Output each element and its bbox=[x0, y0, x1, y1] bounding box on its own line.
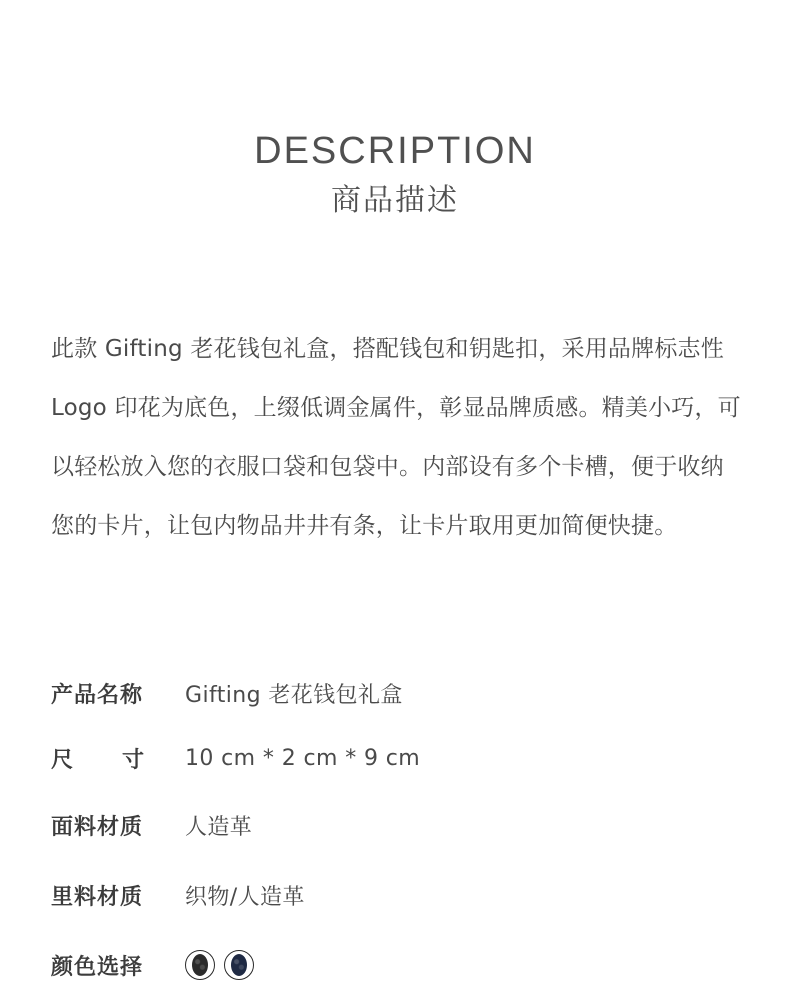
spec-label-size-part-1: 尺 bbox=[51, 747, 75, 773]
color-swatches bbox=[185, 950, 254, 980]
spec-row-outer-material bbox=[51, 797, 252, 853]
color-swatch-black-fill bbox=[192, 954, 208, 976]
description-header bbox=[0, 126, 790, 224]
spec-row-size bbox=[51, 730, 420, 786]
color-swatch-black[interactable] bbox=[185, 950, 215, 980]
spec-label-name: 产品名称 bbox=[51, 682, 144, 708]
spec-label-lining-material: 里料材质 bbox=[51, 884, 144, 910]
color-swatch-navy-fill bbox=[231, 954, 247, 976]
spec-label-color: 颜色选择 bbox=[51, 954, 144, 980]
spec-label-size bbox=[51, 743, 145, 774]
spec-value-size: 10 cm * 2 cm * 9 cm bbox=[185, 745, 421, 771]
section-title-zh: 商品描述 bbox=[331, 183, 459, 218]
spec-row-name bbox=[51, 665, 403, 721]
spec-row-lining-material bbox=[51, 867, 305, 923]
section-title-en: DESCRIPTION bbox=[254, 130, 536, 172]
spec-value-name: Gifting 老花钱包礼盒 bbox=[185, 682, 403, 708]
spec-label-outer-material: 面料材质 bbox=[51, 814, 144, 840]
spec-value-lining-material: 织物/人造革 bbox=[185, 884, 305, 910]
color-swatch-navy[interactable] bbox=[224, 950, 254, 980]
product-description: 此款 Gifting 老花钱包礼盒，搭配钱包和钥匙扣，采用品牌标志性 Logo 印花为底色，上缀低调金属件，彰显品牌质感。精美小巧，可以轻松放入您的衣服口袋和包袋中。内部设有多个卡槽，便于收纳您的卡片，让包内物品井井有条，让卡片取用更加简便快捷。 bbox=[51, 336, 741, 539]
spec-value-outer-material: 人造革 bbox=[185, 814, 253, 840]
spec-label-size-part-2: 寸 bbox=[121, 747, 145, 773]
spec-row-color bbox=[51, 937, 254, 993]
